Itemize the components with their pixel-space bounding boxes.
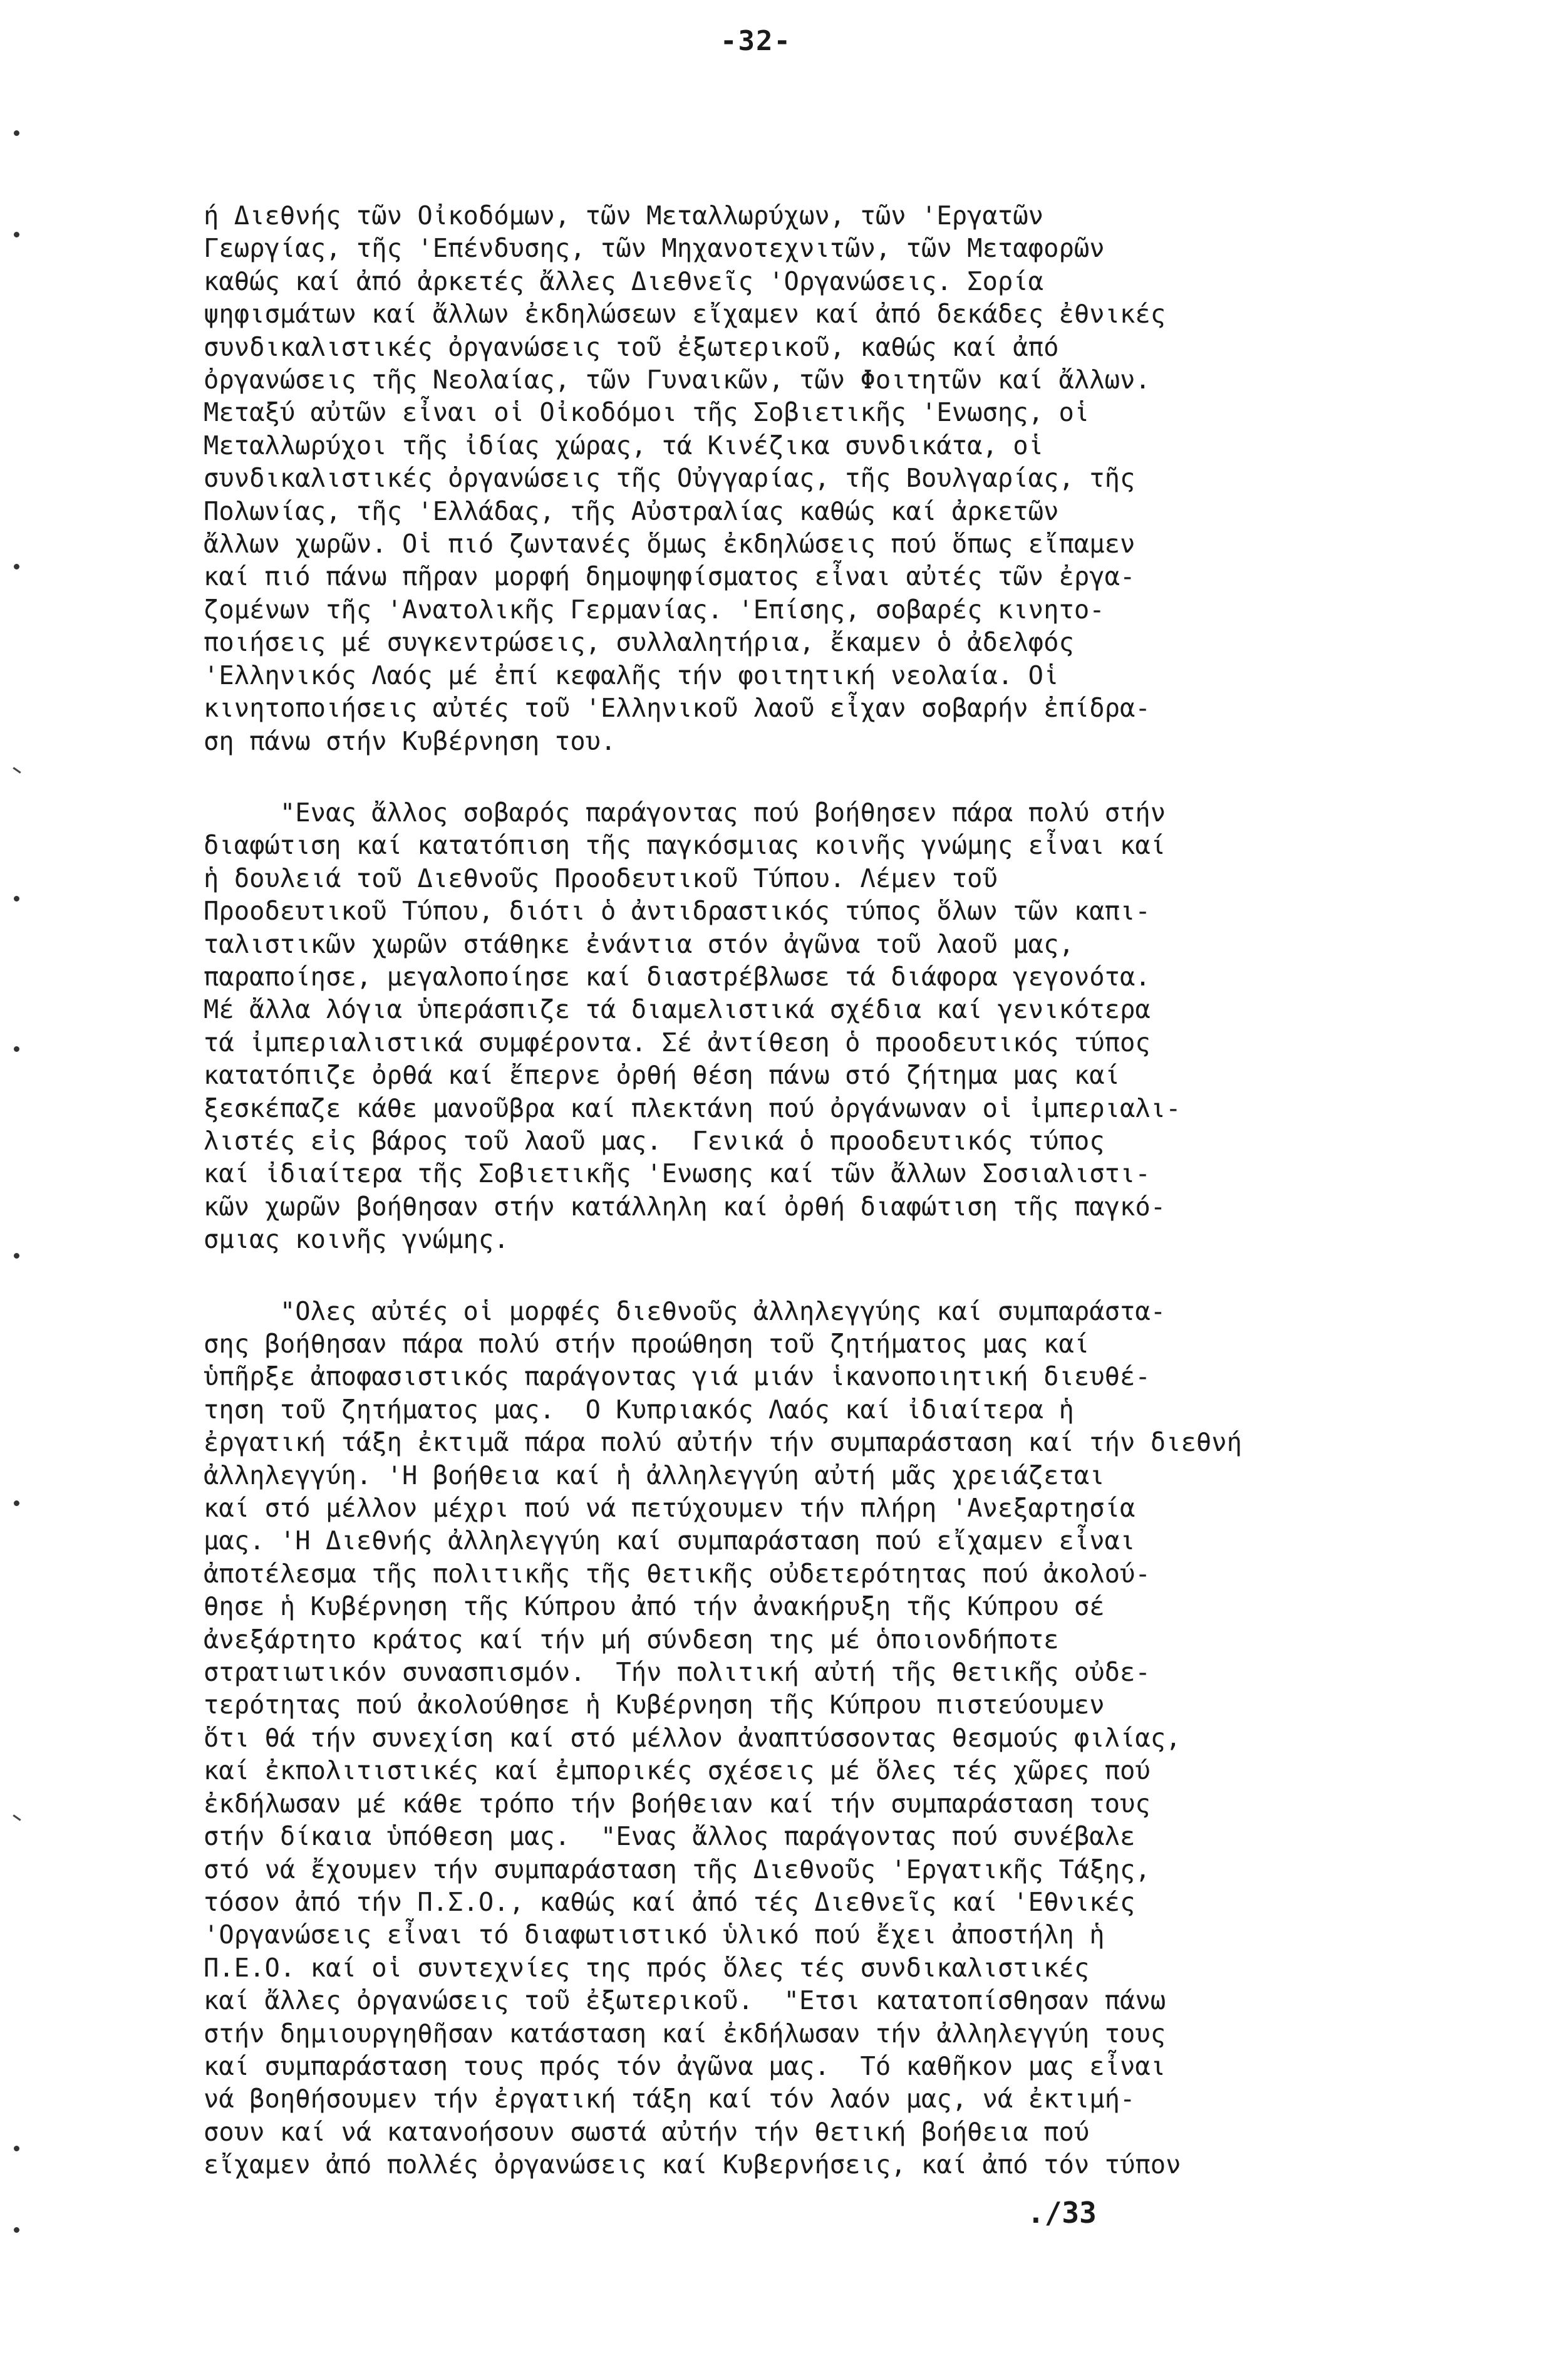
margin-mark — [14, 232, 19, 237]
text-line: Π.Ε.Ο. καί οἱ συντεχνίες της πρός ὅλες τές συνδικαλιστικές — [204, 1952, 1090, 1983]
text-line: ση πάνω στήν Κυβέρνηση του. — [204, 725, 616, 756]
text-line: Προοδευτικοῦ Τύπου, διότι ὁ ἀντιδραστικός τύπος ὅλων τῶν καπι- — [204, 896, 1151, 927]
text-line: τόσον ἀπό τήν Π.Σ.Ο., καθώς καί ἀπό τές Διεθνεῖς καί 'Εθνικές — [204, 1886, 1136, 1917]
text-line: σης βοήθησαν πάρα πολύ στήν προώθηση τοῦ ζητήματος μας καί — [204, 1329, 1090, 1359]
next-page-marker: ./33 — [1027, 2196, 1097, 2230]
page-number: -32- — [720, 25, 792, 57]
text-line: λιστές εἰς βάρος τοῦ λαοῦ μας. Γενικά ὁ προοδευτικός τύπος — [204, 1125, 1105, 1156]
margin-mark — [14, 1253, 19, 1259]
text-line: ὀργανώσεις τῆς Νεολαίας, τῶν Γυναικῶν, τῶν Φοιτητῶν καί ἄλλων. — [204, 365, 1151, 395]
text-line: ἄλλων χωρῶν. Οἱ πιό ζωντανές ὅμως ἐκδηλώσεις πού ὅπως εἴπαμεν — [204, 529, 1136, 559]
text-line: ἡ δουλειά τοῦ Διεθνοῦς Προοδευτικοῦ Τύπου. Λέμεν τοῦ — [204, 863, 998, 893]
text-line: στρατιωτικόν συνασπισμόν. Τήν πολιτική αὐτή τῆς θετικῆς οὐδε- — [204, 1657, 1151, 1688]
text-line: ἀλληλεγγύη. 'Η βοήθεια καί ἡ ἀλληλεγγύη αὐτή μᾶς χρειάζεται — [204, 1460, 1105, 1490]
margin-mark — [13, 1814, 21, 1821]
text-line: "Ολες αὐτές οἱ μορφές διεθνοῦς ἀλληλεγγύης καί συμπαράστα- — [204, 1296, 1166, 1326]
text-line: θησε ἡ Κυβέρνηση τῆς Κύπρου ἀπό τήν ἀνακήρυξη τῆς Κύπρου σέ — [204, 1591, 1105, 1622]
text-line: Μέ ἄλλα λόγια ὑπεράσπιζε τά διαμελιστικά σχέδια καί γενικότερα — [204, 994, 1151, 1025]
text-line: τά ἰμπεριαλιστικά συμφέροντα. Σέ ἀντίθεση ὁ προοδευτικός τύπος — [204, 1027, 1151, 1057]
text-line: συνδικαλιστικές ὀργανώσεις τοῦ ἐξωτερικοῦ, καθώς καί ἀπό — [204, 331, 1059, 362]
text-line: ἐργατική τάξη ἐκτιμᾶ πάρα πολύ αὐτήν τήν συμπαράσταση καί τήν διεθνή — [204, 1427, 1243, 1458]
text-line: ἀνεξάρτητο κράτος καί τήν μή σύνδεση της μέ ὁποιονδήποτε — [204, 1624, 1059, 1655]
paragraph-1 — [204, 199, 1444, 757]
text-line: κῶν χωρῶν βοήθησαν στήν κατάλληλη καί ὀρθή διαφώτιση τῆς παγκό- — [204, 1191, 1166, 1222]
text-line: ξεσκέπαζε κάθε μανοῦβρα καί πλεκτάνη πού ὀργάνωναν οἱ ἰμπεριαλι- — [204, 1093, 1181, 1123]
text-line: ψηφισμάτων καί ἄλλων ἐκδηλώσεων εἴχαμεν καί ἀπό δεκάδες ἐθνικές — [204, 299, 1166, 330]
text-line: σουν καί νά κατανοήσουν σωστά αὐτήν τήν θετική βοήθεια πού — [204, 2116, 1090, 2147]
text-line: ή Διεθνής τῶν Οἰκοδόμων, τῶν Μεταλλωρύχων, τῶν 'Εργατῶν — [204, 200, 1044, 231]
text-line: "Ενας ἄλλος σοβαρός παράγοντας πού βοήθησεν πάρα πολύ στήν — [204, 797, 1166, 828]
text-line: ἀποτέλεσμα τῆς πολιτικῆς τῆς θετικῆς οὐδετερότητας πού ἀκολού- — [204, 1558, 1151, 1589]
body-text — [204, 199, 1444, 2181]
text-line: Μεταξύ αὐτῶν εἶναι οἱ Οἰκοδόμοι τῆς Σοβιετικῆς 'Ενωσης, οἱ — [204, 397, 1090, 428]
text-line: 'Ελληνικός Λαός μέ ἐπί κεφαλῆς τήν φοιτητική νεολαία. Οἱ — [204, 660, 1059, 690]
margin-mark — [13, 767, 21, 773]
paragraph-gap — [204, 757, 1444, 796]
text-line: Μεταλλωρύχοι τῆς ἰδίας χώρας, τά Κινέζικα συνδικάτα, οἱ — [204, 430, 1044, 460]
text-line: Πολωνίας, τῆς 'Ελλάδας, τῆς Αὐστραλίας καθώς καί ἀρκετῶν — [204, 496, 1059, 526]
text-line: τηση τοῦ ζητήματος μας. Ο Κυπριακός Λαός καί ἰδιαίτερα ἡ — [204, 1394, 1074, 1425]
text-line: στήν δημιουργηθῆσαν κατάσταση καί ἐκδήλωσαν τήν ἀλληλεγγύη τους — [204, 2018, 1166, 2049]
text-line: συνδικαλιστικές ὀργανώσεις τῆς Οὐγγαρίας, τῆς Βουλγαρίας, τῆς — [204, 463, 1136, 494]
text-line: 'Οργανώσεις εἶναι τό διαφωτιστικό ὑλικό πού ἔχει ἀποστήλη ἡ — [204, 1920, 1105, 1950]
text-line: ἐκδήλωσαν μέ κάθε τρόπο τήν βοήθειαν καί τήν συμπαράσταση τους — [204, 1788, 1151, 1819]
text-line: καί ἐκπολιτιστικές καί ἐμπορικές σχέσεις μέ ὅλες τές χῶρες πού — [204, 1755, 1151, 1786]
margin-mark — [14, 1500, 19, 1506]
text-line: καθώς καί ἀπό ἀρκετές ἄλλες Διεθνεῖς 'Οργανώσεις. Σορία — [204, 266, 1044, 296]
text-line: ποιήσεις μέ συγκεντρώσεις, συλλαλητήρια, ἔκαμεν ὁ ἀδελφός — [204, 627, 1074, 658]
margin-mark — [14, 2227, 19, 2233]
paragraph-3 — [204, 1295, 1444, 2181]
text-line: εἴχαμεν ἀπό πολλές ὀργανώσεις καί Κυβερνήσεις, καί ἀπό τόν τύπον — [204, 2149, 1181, 2180]
margin-mark — [14, 2146, 19, 2151]
text-line: καί ἄλλες ὀργανώσεις τοῦ ἐξωτερικοῦ. "Ετσι κατατοπίσθησαν πάνω — [204, 1985, 1166, 2016]
text-line: καί συμπαράσταση τους πρός τόν ἀγῶνα μας. Τό καθῆκον μας εἶναι — [204, 2050, 1166, 2081]
text-line: καί πιό πάνω πῆραν μορφή δημοψηφίσματος εἶναι αὐτές τῶν ἐργα- — [204, 561, 1136, 592]
text-line: στό νά ἔχουμεν τήν συμπαράσταση τῆς Διεθνοῦς 'Εργατικῆς Τάξης, — [204, 1854, 1151, 1884]
margin-mark — [14, 896, 19, 902]
text-line: ὅτι θά τήν συνεχίση καί στό μέλλον ἀναπτύσσοντας θεσμούς φιλίας, — [204, 1722, 1181, 1753]
text-line: καί στό μέλλον μέχρι πού νά πετύχουμεν τήν πλήρη 'Ανεξαρτησία — [204, 1493, 1136, 1524]
text-line: στήν δίκαια ὑπόθεση μας. "Ενας ἄλλος παράγοντας πού συνέβαλε — [204, 1821, 1136, 1852]
paragraph-gap — [204, 1256, 1444, 1295]
text-line: τερότητας πού ἀκολούθησε ἡ Κυβέρνηση τῆς Κύπρου πιστεύουμεν — [204, 1690, 1105, 1720]
paragraph-2 — [204, 796, 1444, 1256]
text-line: παραποίησε, μεγαλοποίησε καί διαστρέβλωσε τά διάφορα γεγονότα. — [204, 961, 1151, 992]
text-line: κατατόπιζε ὀρθά καί ἔπερνε ὀρθή θέση πάνω στό ζήτημα μας καί — [204, 1060, 1120, 1091]
text-line: ὑπῆρξε ἀποφασιστικός παράγοντας γιά μιάν ἱκανοποιητική διευθέ- — [204, 1361, 1151, 1392]
text-line: ταλιστικῶν χωρῶν στάθηκε ἐνάντια στόν ἀγῶνα τοῦ λαοῦ μας, — [204, 928, 1074, 959]
text-line: Γεωργίας, τῆς 'Επένδυσης, τῶν Μηχανοτεχνιτῶν, τῶν Μεταφορῶν — [204, 233, 1105, 264]
text-line: διαφώτιση καί κατατόπιση τῆς παγκόσμιας κοινῆς γνώμης εἶναι καί — [204, 830, 1166, 861]
margin-mark — [14, 564, 19, 569]
text-line: μας. 'Η Διεθνής ἀλληλεγγύη καί συμπαράσταση πού εἴχαμεν εἶναι — [204, 1525, 1136, 1556]
text-line: καί ἰδιαίτερα τῆς Σοβιετικῆς 'Ενωσης καί τῶν ἄλλων Σοσιαλιστι- — [204, 1158, 1151, 1189]
text-line: κινητοποιήσεις αὐτές τοῦ 'Ελληνικοῦ λαοῦ εἶχαν σοβαρήν ἐπίδρα- — [204, 693, 1151, 724]
margin-mark — [14, 1046, 19, 1052]
margin-mark — [14, 130, 19, 136]
text-line: σμιας κοινῆς γνώμης. — [204, 1224, 509, 1255]
text-line: νά βοηθήσουμεν τήν ἐργατική τάξη καί τόν λαόν μας, νά ἐκτιμή- — [204, 2084, 1136, 2114]
text-line: ζομένων τῆς 'Ανατολικῆς Γερμανίας. 'Επίσης, σοβαρές κινητο- — [204, 594, 1105, 625]
